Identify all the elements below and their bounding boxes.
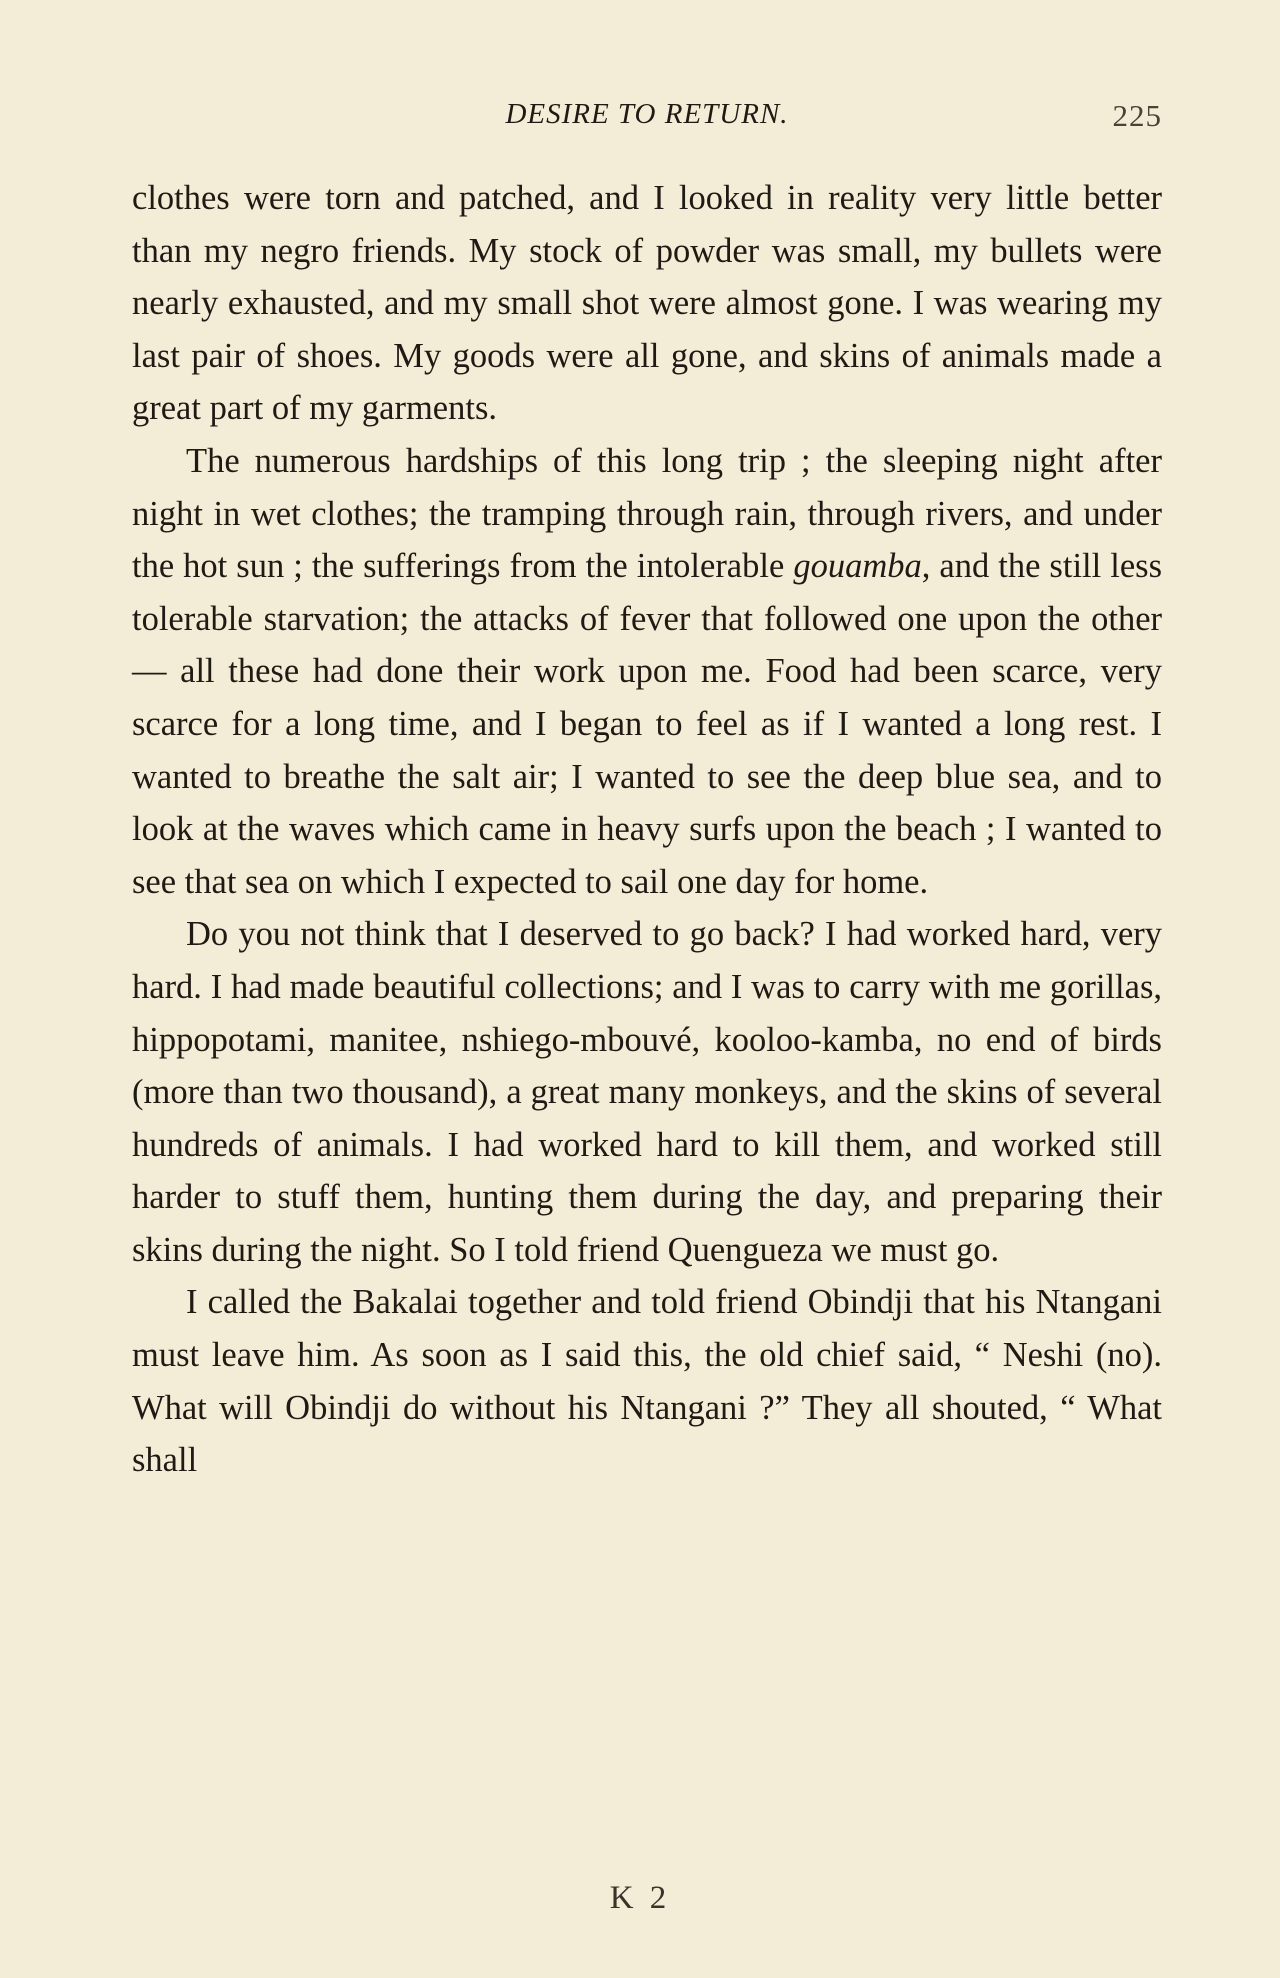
paragraph-text: clothes were torn and patched, and I looked in reality very little better than my negro friends. My stock of powder was small, my bullets were nearly exhausted, and my small shot were almost gone. I was wearing my last pair of shoes. My goods were all gone, and skins of animals made a great part of my garments.: [132, 179, 1162, 428]
italic-term: gouamba: [793, 547, 922, 586]
paragraph-text: , and the still less tolerable starvation; the attacks of fever that followed one upon the other — all these had done their work upon me. Food had been scarce, very scarce for a long time, and I began to feel as if I wanted a long rest. I wanted to breathe the salt air; I wanted to see the deep blue sea, and to look at the waves which came in heavy surfs upon the beach ; I wanted to see that sea on which I expected to sail one day for home.: [132, 547, 1162, 901]
paragraph: [132, 1276, 1162, 1486]
body-text: [132, 172, 1162, 1487]
paragraph: [132, 908, 1162, 1276]
paragraph: [132, 435, 1162, 908]
paragraph-text: I called the Bakalai together and told friend Obindji that his Ntangani must leave him. As soon as I said this, the old chief said, “ Neshi (no). What will Obindji do without his Ntangani ?” They all shouted, “ What shall: [132, 1283, 1162, 1480]
paragraph-text: Do you not think that I deserved to go back? I had worked hard, very hard. I had made beautiful collections; and I was to carry with me gorillas, hippopotami, manitee, nshiego-mbouvé, kooloo-kamba, no end of birds (more than two thousand), a great many monkeys, and the skins of several hundreds of animals. I had worked hard to kill them, and worked still harder to stuff them, hunting them during the day, and preparing their skins during the night. So I told friend Quengueza we must go.: [132, 915, 1162, 1269]
paragraph-text: The numerous hardships of this long trip ; the sleeping night after night in wet clothes; the tramping through rain, through rivers, and under the hot sun ; the sufferings from the intolerable: [132, 441, 1162, 586]
printer-signature: K 2: [609, 1880, 671, 1916]
paragraph: [132, 172, 1162, 435]
running-title: DESIRE TO RETURN.: [505, 98, 789, 130]
running-head: [132, 98, 1162, 138]
page-number: 225: [1112, 98, 1162, 133]
